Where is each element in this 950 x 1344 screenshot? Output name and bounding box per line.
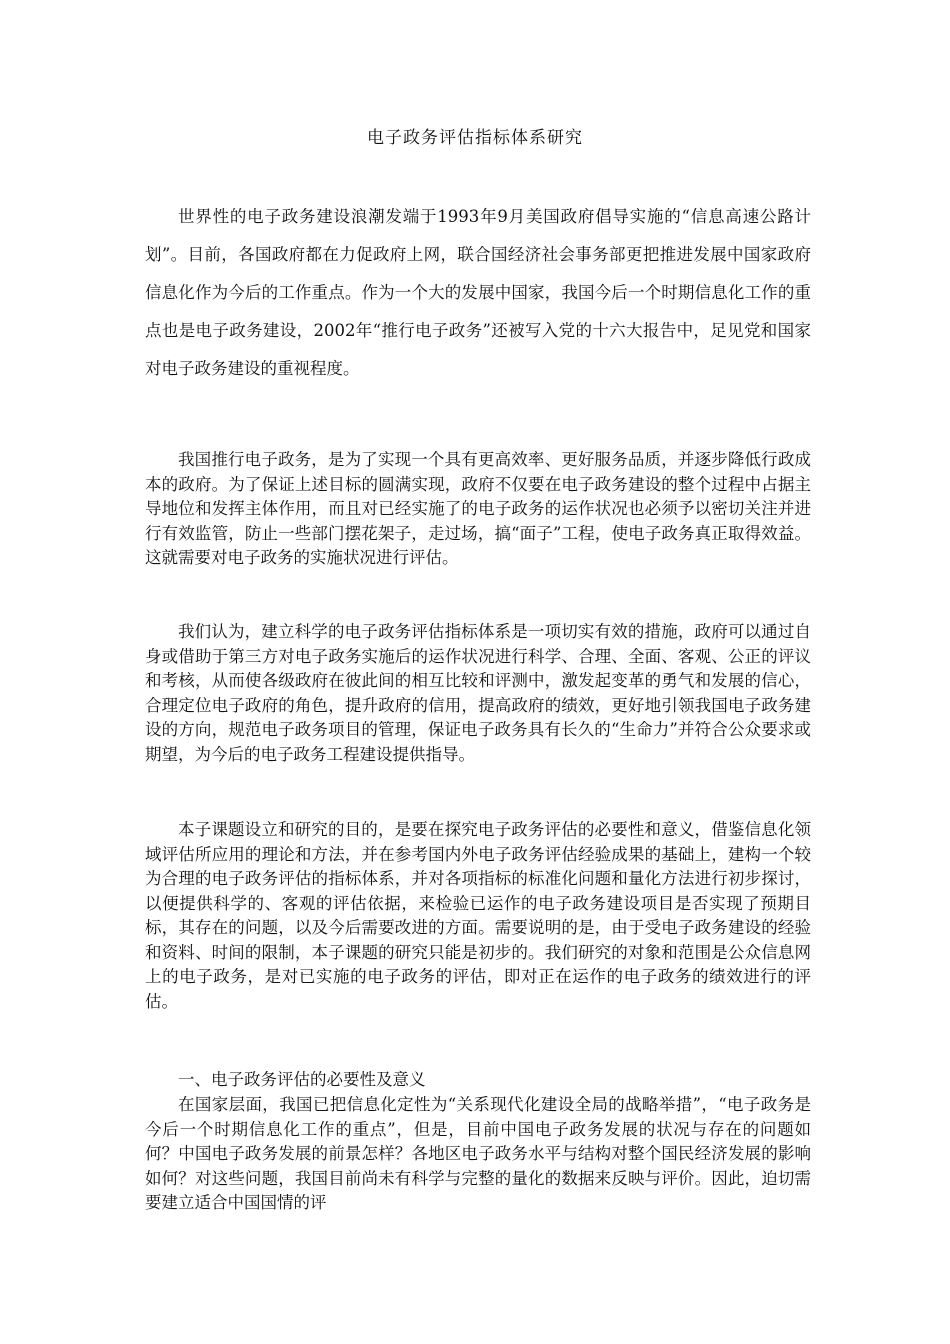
section-heading: 一、电子政务评估的必要性及意义 — [178, 1070, 426, 1089]
paragraph-index-system: 我们认为，建立科学的电子政务评估指标体系是一项切实有效的措施，政府可以通过自身或借助于第三方对电子政务实施后的运作状况进行科学、合理、全面、客观、公正的评议和考核，从而使各级政府在彼此间的相互比较和评测中，激发起变革的勇气和发展的信心，合理定位电子政府的角色，提升政府的信用，提高政府的绩效，更好地引领我国电子政务建设的方向，规范电子政务项目的管理，保证电子政务具有长久的“生命力”并符合公众要求或期望，为今后的电子政务工程建设提供指导。 — [145, 622, 811, 764]
paragraph-research-goal: 本子课题设立和研究的目的，是要在探究电子政务评估的必要性和意义，借鉴信息化领域评估所应用的理论和方法，并在参考国内外电子政务评估经验成果的基础上，建构一个较为合理的电子政务评估的指标体系，并对各项指标的标准化问题和量化方法进行初步探讨，以便提供科学的、客观的评估依据，来检验已运作的电子政务建设项目是否实现了预期目标，其存在的问题，以及今后需要改进的方面。需要说明的是，由于受电子政务建设的经验和资料、时间的限制，本子课题的研究只能是初步的。我们研究的对象和范围是公众信息网上的电子政务，是对已实施的电子政务的评估，即对正在运作的电子政务的绩效进行的评估。 — [145, 820, 811, 1011]
paragraph-purpose: 我国推行电子政务，是为了实现一个具有更高效率、更好服务品质，并逐步降低行政成本的政府。为了保证上述目标的圆满实现，政府不仅要在电子政务建设的整个过程中占据主导地位和发挥主体作用，而且对已经实施了的电子政务的运作状况也必须予以密切关注并进行有效监管，防止一些部门摆花架子，走过场，搞“面子”工程，使电子政务真正取得效益。这就需要对电子政务的实施状况进行评估。 — [145, 450, 811, 567]
paragraph-intro: 世界性的电子政务建设浪潮发端于1993年9月美国政府倡导实施的“信息高速公路计划”。目前，各国政府都在力促政府上网，联合国经济社会事务部更把推进发展中国家政府信息化作为今后的工作重点。作为一个大的发展中国家，我国今后一个时期信息化工作的重点也是电子政务建设，2002年“推行电子政务”还被写入党的十六大报告中，足见党和国家对电子政务建设的重视程度。 — [145, 207, 811, 378]
document-title: 电子政务评估指标体系研究 — [367, 128, 583, 148]
paragraph-section-body: 在国家层面，我国已把信息化定性为“关系现代化建设全局的战略举措”，“电子政务是今后一个时期信息化工作的重点”，但是，目前中国电子政务发展的状况与存在的问题如何？中国电子政务发展的前景怎样？各地区电子政务水平与结构对整个国民经济发展的影响如何？对这些问题，我国目前尚未有科学与完整的量化的数据来反映与评价。因此，迫切需要建立适合中国国情的评 — [145, 1095, 811, 1212]
